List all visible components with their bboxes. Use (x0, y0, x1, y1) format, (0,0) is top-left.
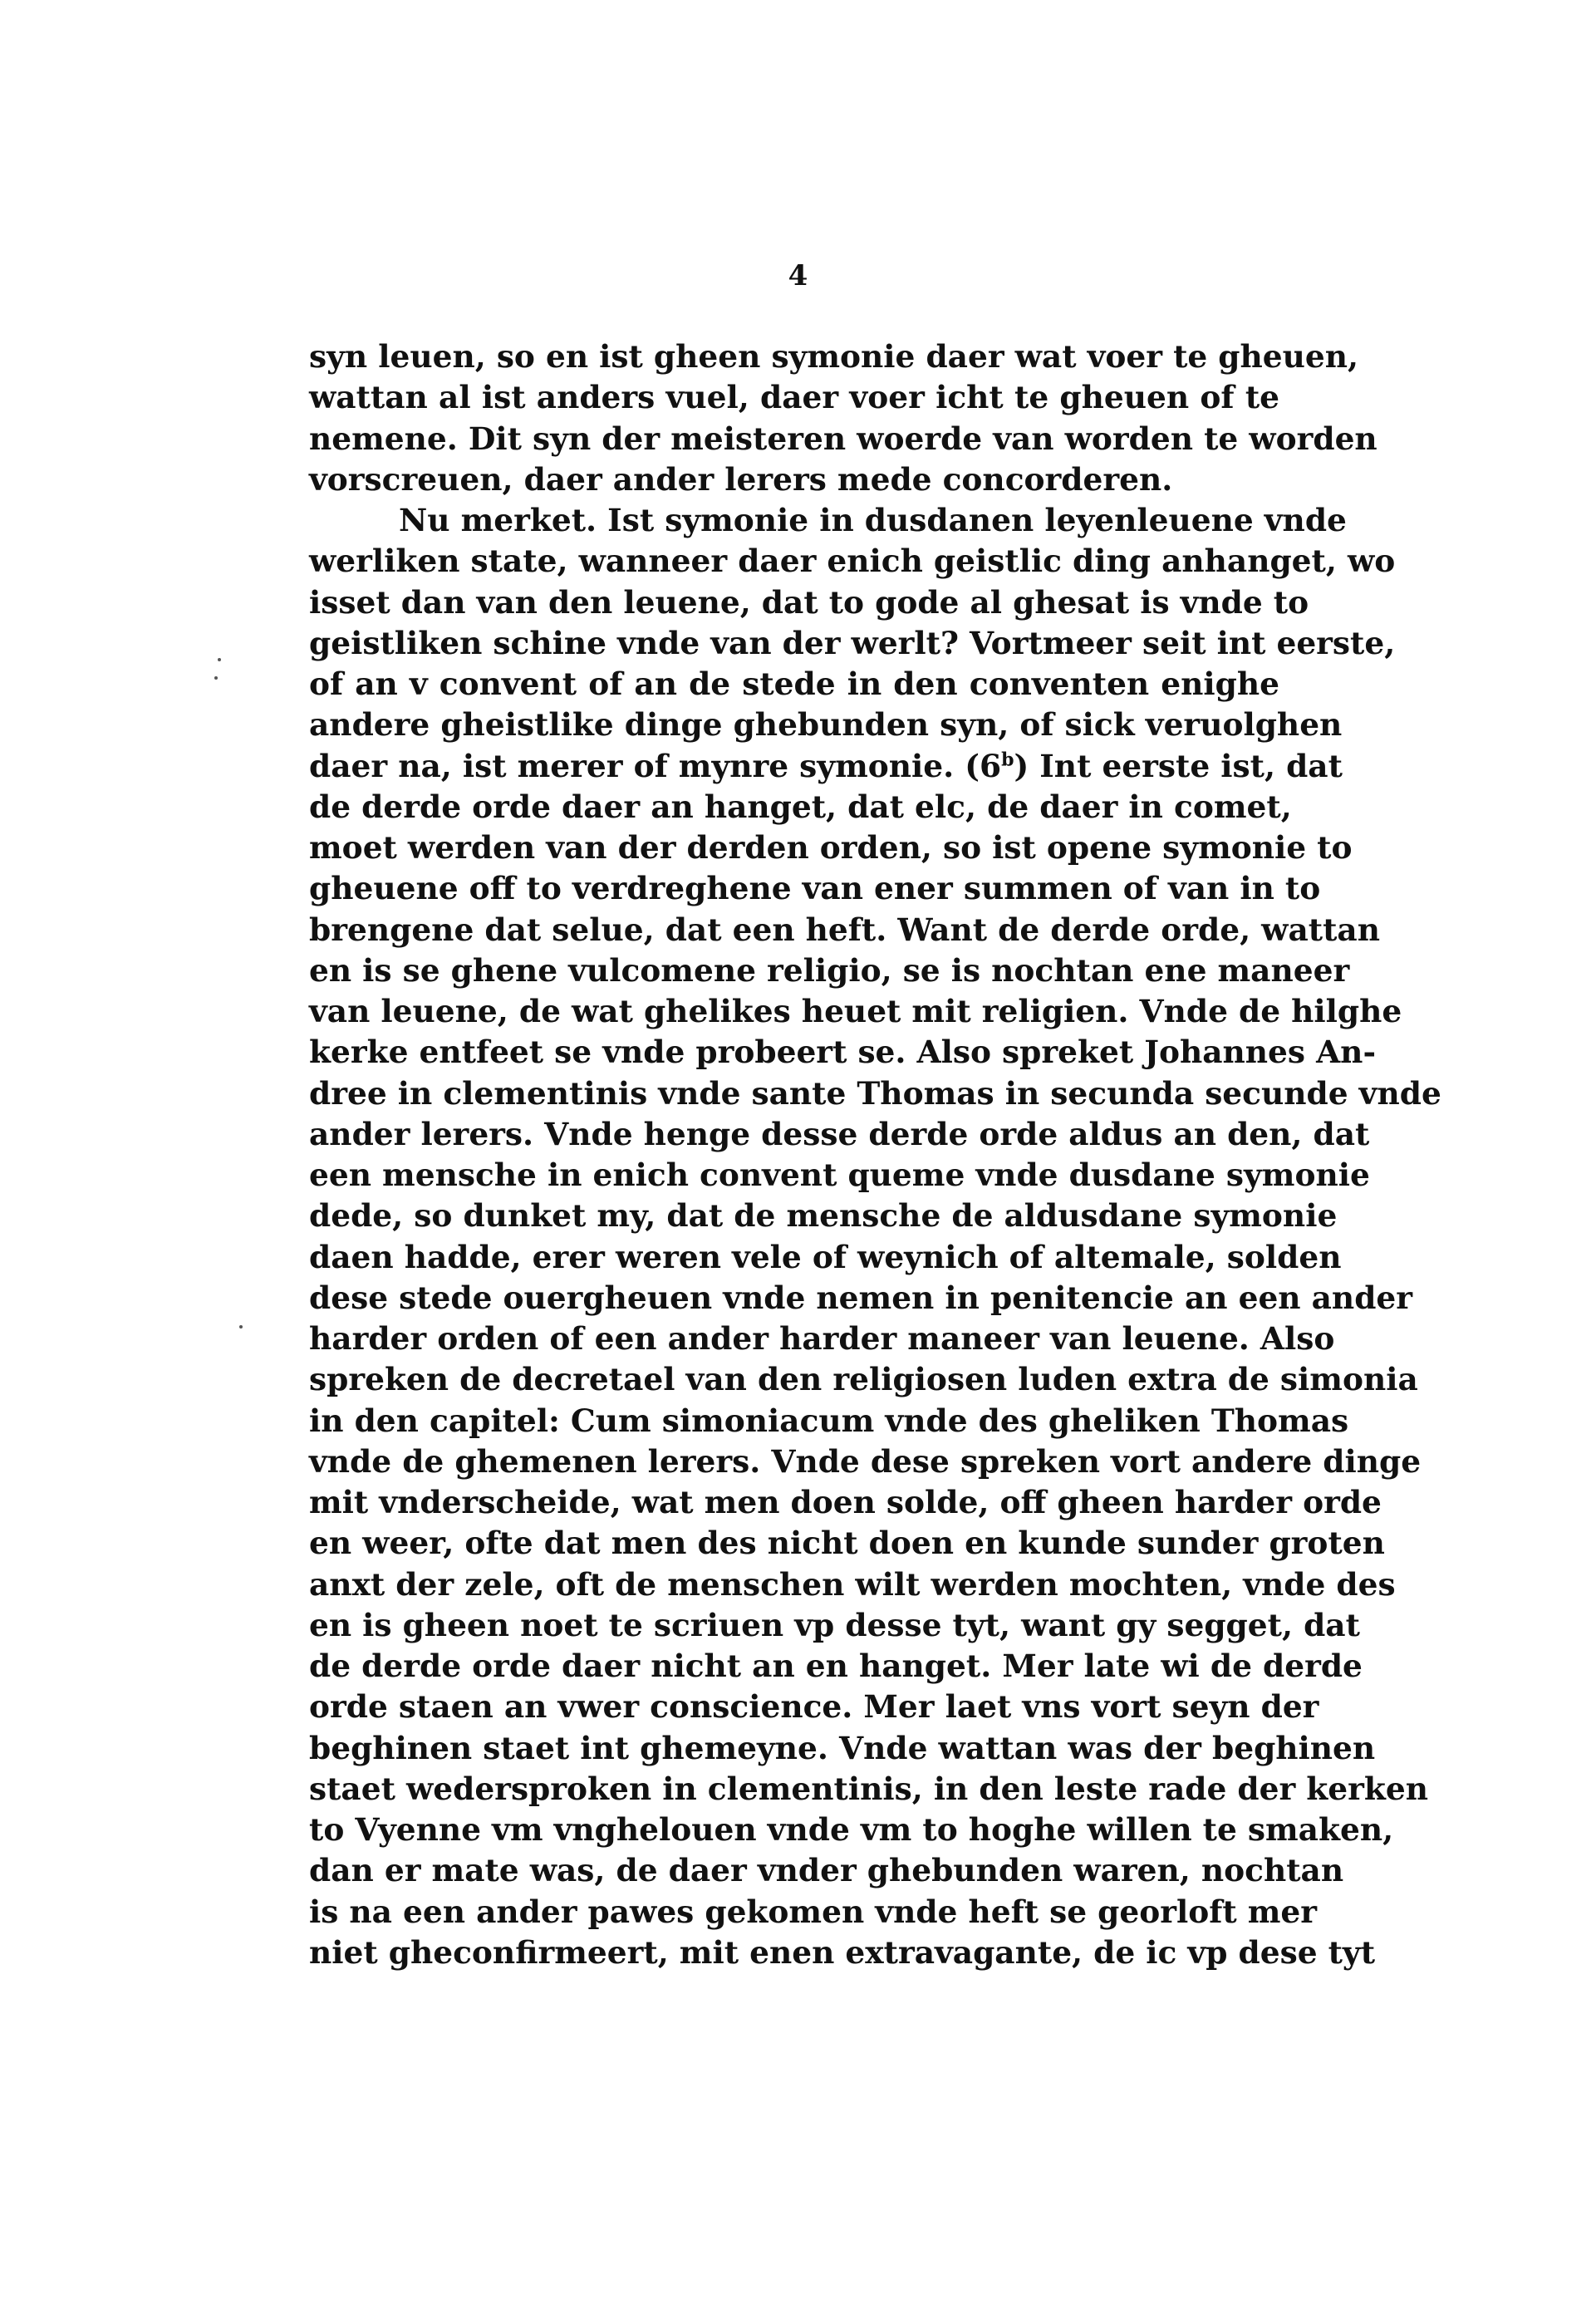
text-line-with-folio (309, 746, 1343, 787)
text-line: en is se ghene vulcomene religio, se is nochtan ene maneer (309, 951, 1350, 989)
text-line: andere gheistlike dinge ghebunden syn, of sick veruolghen (309, 706, 1343, 744)
margin-dot (239, 1325, 243, 1328)
text-line: geistliken schine vnde van der werlt? Vortmeer seit int eerste, (309, 624, 1396, 661)
text-line: is na een ander pawes gekomen vnde heft se georloft mer (309, 1893, 1318, 1930)
text-line: van leuene, de wat ghelikes heuet mit religien. Vnde de hilghe (309, 993, 1402, 1029)
folio-superscript: b (1001, 749, 1014, 770)
text-line: ander lerers. Vnde henge desse derde orde aldus an den, dat (309, 1115, 1370, 1152)
text-line: harder orden of een ander harder maneer van leuene. Also (309, 1320, 1335, 1357)
text-line: mit vnderscheide, wat men doen solde, off gheen harder orde (309, 1484, 1382, 1520)
text-line: spreken de decretael van den religiosen luden extra de simonia (309, 1361, 1418, 1398)
text-line: wattan al ist anders vuel, daer voer icht te gheuen of te (309, 379, 1279, 416)
text-line: to Vyenne vm vnghelouen vnde vm to hoghe willen te smaken, (309, 1811, 1394, 1848)
text-line: brengene dat selue, dat een heft. Want de derde orde, wattan (309, 911, 1380, 948)
text-line: en weer, ofte dat men des nicht doen en kunde sunder groten (309, 1525, 1385, 1562)
text-line: dree in clementinis vnde sante Thomas in secunda secunde vnde (309, 1074, 1441, 1112)
text-line: anxt der zele, oft de menschen wilt werden mochten, vnde des (309, 1565, 1396, 1603)
text-line: en is gheen noet te scriuen vp desse tyt, want gy segget, dat (309, 1606, 1360, 1643)
text-line: vnde de ghemenen lerers. Vnde dese spreken vort andere dinge (309, 1442, 1422, 1480)
text-line: daen hadde, erer weren vele of weynich of altemale, solden (309, 1238, 1342, 1275)
text-line: vorscreuen, daer ander lerers mede concorderen. (309, 460, 1173, 498)
text-line: beghinen staet int ghemeyne. Vnde wattan was der beghinen (309, 1729, 1376, 1766)
text-line: nemene. Dit syn der meisteren woerde van worden te worden (309, 420, 1377, 457)
text-line: de derde orde daer nicht an en hanget. Mer late wi de derde (309, 1648, 1363, 1684)
text-line: Nu merket. Ist symonie in dusdanen leyenleuene vnde (399, 502, 1347, 538)
page-number: 4 (788, 259, 808, 292)
text-line: isset dan van den leuene, dat to gode al ghesat is vnde to (309, 583, 1309, 621)
text-line: een mensche in enich convent queme vnde dusdane symonie (309, 1157, 1370, 1193)
text-line: dan er mate was, de daer vnder ghebunden waren, nochtan (309, 1852, 1344, 1889)
text-segment: daer na, ist merer of mynre symonie. (6 (309, 747, 1002, 784)
text-line: orde staen an vwer conscience. Mer laet vns vort seyn der (309, 1688, 1319, 1726)
text-line: gheuene off to verdreghene van ener summen of van in to (309, 870, 1321, 907)
text-line: syn leuen, so en ist gheen symonie daer wat voer te gheuen, (309, 338, 1359, 375)
margin-dot (214, 676, 218, 680)
text-segment: ) Int eerste ist, dat (1014, 747, 1343, 784)
text-line: dese stede ouergheuen vnde nemen in penitencie an een ander (309, 1279, 1413, 1316)
text-line: dede, so dunket my, dat de mensche de aldusdane symonie (309, 1197, 1338, 1235)
margin-dot (218, 658, 221, 661)
text-line: kerke entfeet se vnde probeert se. Also spreket Johannes An- (309, 1034, 1377, 1071)
text-line: in den capitel: Cum simoniacum vnde des gheliken Thomas (309, 1402, 1349, 1439)
text-line: werliken state, wanneer daer enich geistlic ding anhanget, wo (309, 543, 1396, 580)
text-line: moet werden van der derden orden, so ist opene symonie to (309, 829, 1353, 866)
text-line: staet wedersproken in clementinis, in den leste rade der kerken (309, 1770, 1429, 1807)
text-line: niet gheconfirmeert, mit enen extravagante, de ic vp dese tyt (309, 1933, 1376, 1971)
body-text (309, 336, 1441, 1973)
text-line: of an v convent of an de stede in den conventen enighe (309, 665, 1279, 702)
text-line: de derde orde daer an hanget, dat elc, de daer in comet, (309, 788, 1292, 825)
